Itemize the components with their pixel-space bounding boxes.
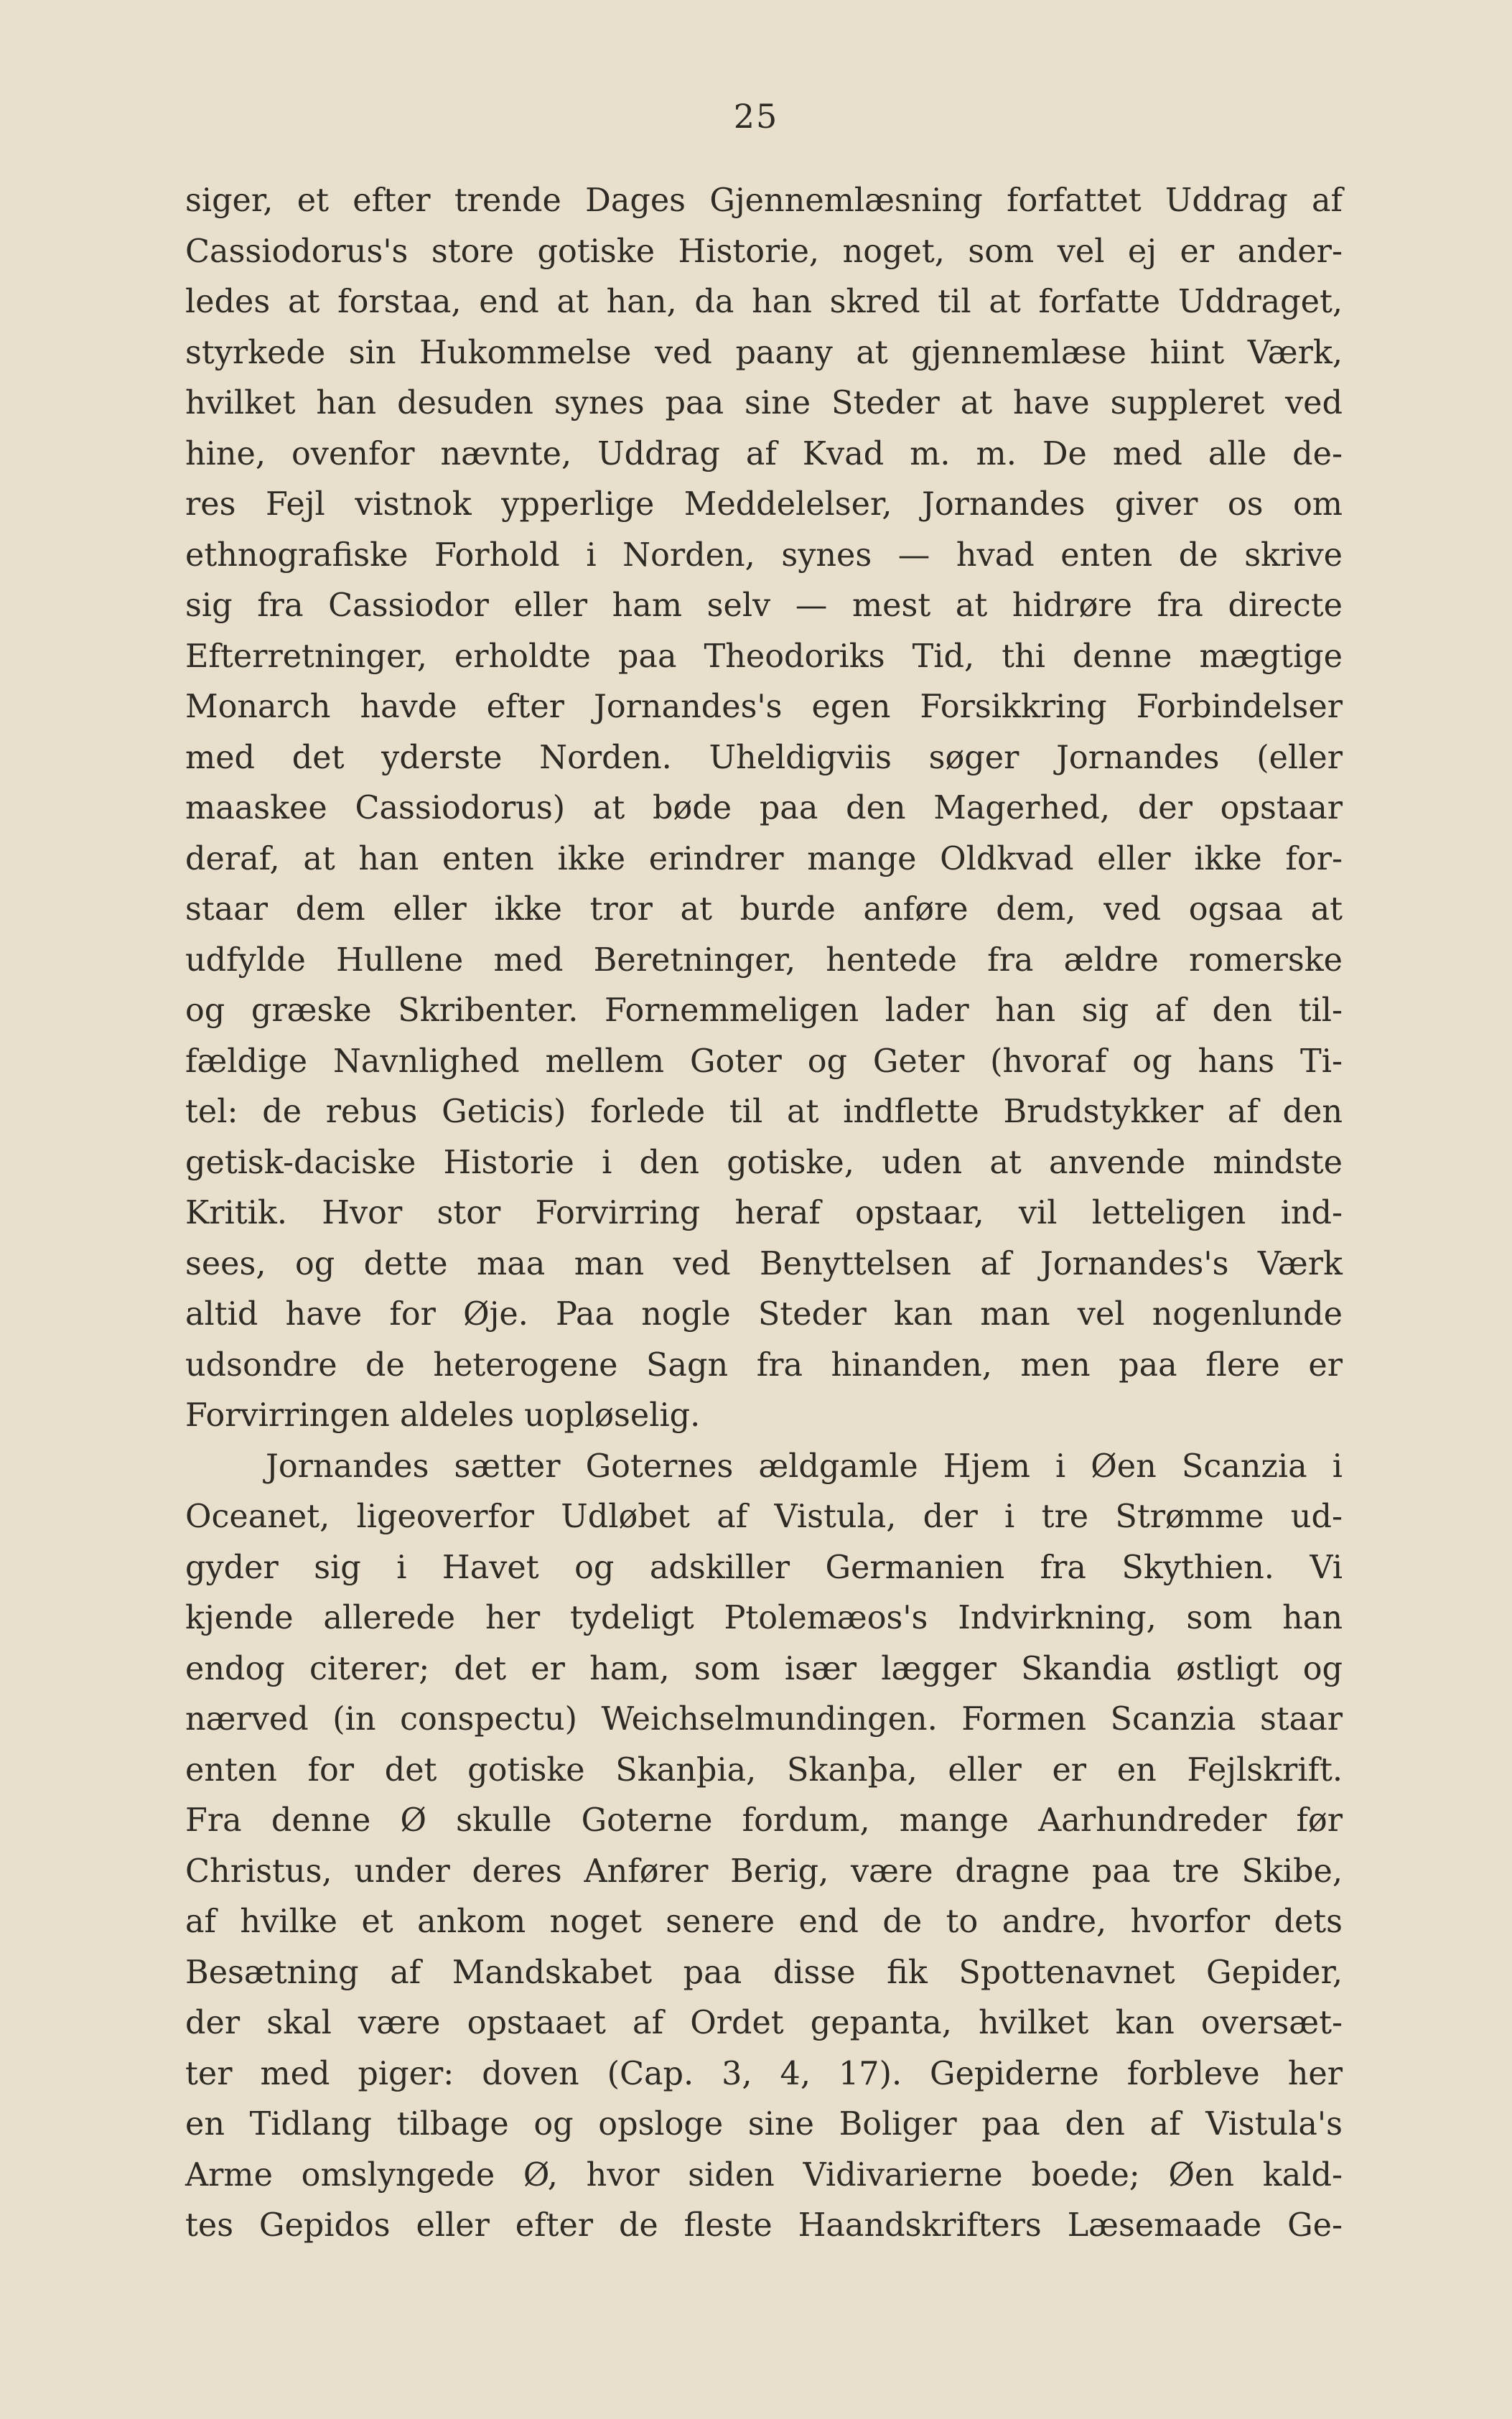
text-line: fældige Navnlighed mellem Goter og Geter (hvoraf og hans Ti- <box>185 1043 1343 1080</box>
text-line: Besætning af Mandskabet paa disse fik Spottenavnet Gepider, <box>185 1954 1343 1991</box>
text-line: udfylde Hullene med Beretninger, hentede fra ældre romerske <box>185 941 1343 979</box>
text-line: Oceanet, ligeoverfor Udløbet af Vistula, der i tre Strømme ud- <box>185 1499 1343 1535</box>
text-line: staar dem eller ikke tror at burde anføre dem, ved ogsaa at <box>185 891 1343 928</box>
text-line: Christus, under deres Anfører Berig, være dragne paa tre Skibe, <box>185 1852 1343 1890</box>
text-line: endog citerer; det er ham, som især lægger Skandia østligt og <box>185 1650 1343 1687</box>
text-line: styrkede sin Hukommelse ved paany at gjennemlæse hiint Værk, <box>185 334 1343 371</box>
paragraph-2 <box>185 1442 1343 2252</box>
text-line: deraf, at han enten ikke erindrer mange Oldkvad eller ikke for- <box>185 840 1343 877</box>
text-line: Cassiodorus's store gotiske Historie, noget, som vel ej er ander- <box>185 233 1343 270</box>
text-line: hvilket han desuden synes paa sine Steder at have suppleret ved <box>185 385 1343 421</box>
text-line: ledes at forstaa, end at han, da han skred til at forfatte Uddraget, <box>185 284 1343 320</box>
text-line: Kritik. Hvor stor Forvirring heraf opstaar, vil letteligen ind- <box>185 1195 1343 1231</box>
text-line: siger, et efter trende Dages Gjennemlæsning forfattet Uddrag af <box>185 182 1343 219</box>
text-line: enten for det gotiske Skanþia, Skanþa, eller er en Fejlskrift. <box>185 1751 1343 1789</box>
text-line: tel: de rebus Geticis) forlede til at indflette Brudstykker af den <box>185 1094 1343 1130</box>
text-line: af hvilke et ankom noget senere end de to andre, hvorfor dets <box>185 1903 1343 1940</box>
text-line: udsondre de heterogene Sagn fra hinanden, men paa flere er <box>185 1346 1343 1384</box>
text-line: maaskee Cassiodorus) at bøde paa den Magerhed, der opstaar <box>185 790 1343 826</box>
text-line: Monarch havde efter Jornandes's egen Forsikkring Forbindelser <box>185 689 1343 725</box>
text-line: getisk-daciske Historie i den gotiske, uden at anvende mindste <box>185 1144 1343 1181</box>
text-line: og græske Skribenter. Fornemmeligen lader han sig af den til- <box>185 992 1343 1029</box>
page-number: 25 <box>733 97 779 136</box>
text-line: Fra denne Ø skulle Goterne fordum, mange Aarhundreder før <box>185 1802 1343 1839</box>
text-line: med det yderste Norden. Uheldigviis søger Jornandes (eller <box>185 739 1343 776</box>
text-line: sig fra Cassiodor eller ham selv — mest at hidrøre fra directe <box>185 587 1343 624</box>
text-line: der skal være opstaaet af Ordet gepanta, hvilket kan oversæt- <box>185 2005 1343 2041</box>
text-line: hine, ovenfor nævnte, Uddrag af Kvad m. m. De med alle de- <box>185 435 1343 472</box>
text-line: sees, og dette maa man ved Benyttelsen af Jornandes's Værk <box>185 1245 1343 1282</box>
text-line: ter med piger: doven (Cap. 3, 4, 17). Gepiderne forbleve her <box>185 2055 1343 2092</box>
text-line: nærved (in conspectu) Weichselmundingen. Formen Scanzia staar <box>185 1701 1343 1738</box>
text-line: kjende allerede her tydeligt Ptolemæos's Indvirkning, som han <box>185 1600 1343 1636</box>
body-text <box>185 176 1343 2252</box>
text-line: res Fejl vistnok ypperlige Meddelelser, Jornandes giver os om <box>185 486 1343 523</box>
paragraph-1 <box>185 176 1343 1442</box>
text-line: gyder sig i Havet og adskiller Germanien fra Skythien. Vi <box>185 1549 1343 1586</box>
text-line: ethnografiske Forhold i Norden, synes — hvad enten de skrive <box>185 536 1343 574</box>
text-line: Jornandes sætter Goternes ældgamle Hjem i Øen Scanzia i <box>266 1448 1343 1485</box>
text-line: Efterretninger, erholdte paa Theodoriks Tid, thi denne mægtige <box>185 638 1343 675</box>
text-line: Forvirringen aldeles uopløselig. <box>185 1397 701 1434</box>
text-line: tes Gepidos eller efter de fleste Haandskrifters Læsemaade Ge- <box>185 2207 1343 2244</box>
text-line: Arme omslyngede Ø, hvor siden Vidivarierne boede; Øen kald- <box>185 2156 1343 2194</box>
text-line: en Tidlang tilbage og opsloge sine Boliger paa den af Vistula's <box>185 2106 1343 2143</box>
text-line: altid have for Øje. Paa nogle Steder kan man vel nogenlunde <box>185 1296 1343 1333</box>
